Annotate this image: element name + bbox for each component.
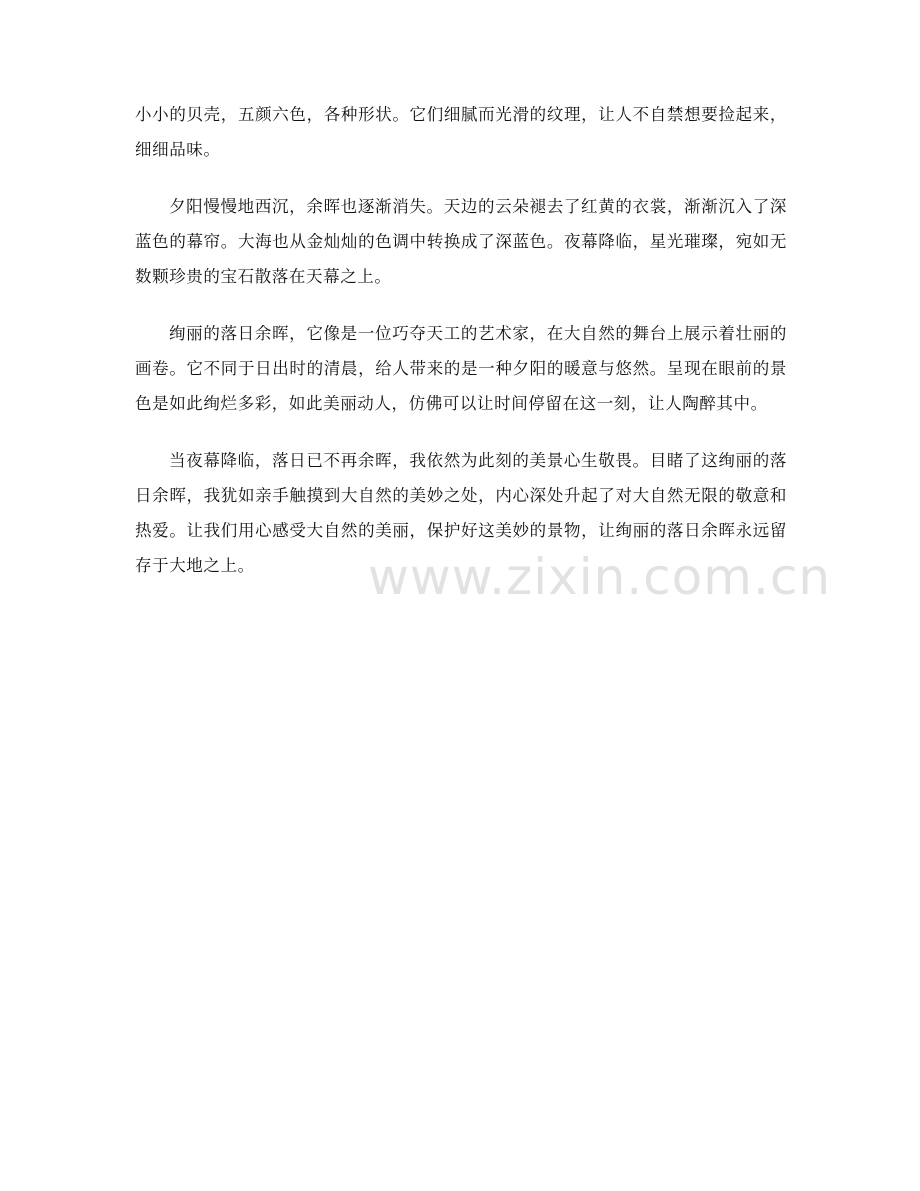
document-body bbox=[135, 97, 787, 605]
paragraph-dusk: 夕阳慢慢地西沉，余晖也逐渐消失。天边的云朵褪去了红黄的衣裳，渐渐沉入了深蓝色的幕帘。大海也从金灿灿的色调中转换成了深蓝色。夜幕降临，星光璀璨，宛如无数颗珍贵的宝石散落在天幕之上。 bbox=[135, 197, 787, 286]
watermark: www.zixin.com.cn bbox=[368, 548, 832, 606]
paragraph-seashells: 小小的贝壳，五颜六色，各种形状。它们细腻而光滑的纹理，让人不自禁想要捡起来，细细品味。 bbox=[135, 105, 787, 159]
paragraph-conclusion: 当夜幕降临，落日已不再余晖，我依然为此刻的美景心生敬畏。目睹了这绚丽的落日余晖，我犹如亲手触摸到大自然的美妙之处，内心深处升起了对大自然无限的敬意和热爱。让我们用心感受大自然的美丽，保护好这美妙的景物，让绚丽的落日余晖永远留存于大地之上。 bbox=[135, 451, 787, 575]
paragraph-sunset-glow: 绚丽的落日余晖，它像是一位巧夺天工的艺术家，在大自然的舞台上展示着壮丽的画卷。它不同于日出时的清晨，给人带来的是一种夕阳的暖意与悠然。呈现在眼前的景色是如此绚烂多彩，如此美丽动人，仿佛可以让时间停留在这一刻，让人陶醉其中。 bbox=[135, 324, 787, 413]
